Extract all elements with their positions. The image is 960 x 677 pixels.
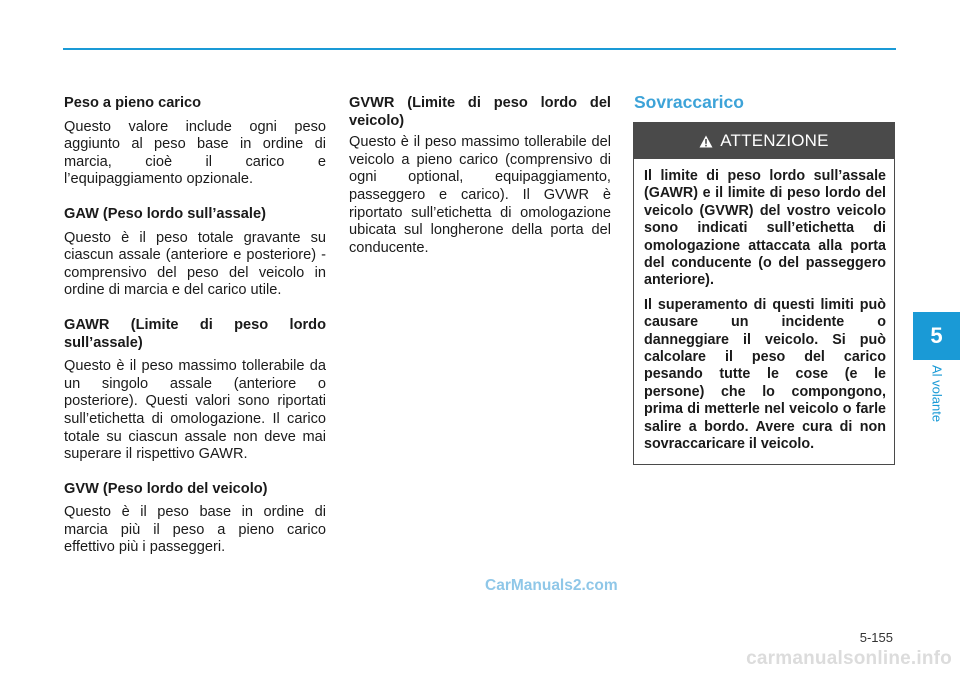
watermark: CarManuals2.com bbox=[485, 577, 618, 594]
warning-triangle-icon bbox=[699, 135, 713, 148]
chapter-tab: 5 bbox=[913, 312, 960, 360]
section-heading: GAW (Peso lordo sull’assale) bbox=[64, 205, 266, 222]
section-heading: Peso a pieno carico bbox=[64, 95, 202, 111]
middle-column bbox=[349, 95, 611, 274]
section-gvw bbox=[64, 481, 326, 557]
warning-body bbox=[634, 159, 894, 454]
warning-box bbox=[633, 122, 895, 465]
warning-header bbox=[634, 123, 894, 159]
chapter-label: Al volante bbox=[929, 365, 945, 423]
section-body: Questo è il peso totale gravante su ciascun assale (anteriore e posteriore) - comprensivo del peso del veicolo in ordine di marcia e del carico utile. bbox=[64, 229, 326, 299]
left-column bbox=[64, 95, 326, 574]
section-body: Questo è il peso base in ordine di marcia più il peso a pieno carico effettivo più i passeggeri. bbox=[64, 504, 326, 556]
warning-paragraph: Il superamento di questi limiti può causare un incidente o danneggiare il veicolo. Si può calcolare il peso del carico pesando tutte le cose (e le persone) che lo compongono, prima di metterle nel veicolo o farle salire a bordo. Avere cura di non sovraccaricare il veicolo. bbox=[644, 296, 886, 453]
page-number: 5-155 bbox=[859, 630, 893, 645]
section-body: Questo valore include ogni peso aggiunto al peso base in ordine di marcia, cioè il carico e l’equipaggiamento opzionale. bbox=[64, 118, 326, 188]
section-body: Questo è il peso massimo tollerabile del veicolo a pieno carico (comprensivo di ogni optional, equipaggiamento, passeggero e carico). Il GVWR è riportato sull’etichetta di omologazione ubicata sul longherone della porta del conducente. bbox=[349, 134, 611, 256]
section-peso-pieno-carico bbox=[64, 95, 326, 189]
section-body: Questo è il peso massimo tollerabile da un singolo assale (anteriore o posteriore). Questi valori sono riportati sull’etichetta di omologazione. Il carico totale su ciascun assale non deve mai superare il rispettivo GAWR. bbox=[64, 358, 326, 463]
section-heading: GVWR (Limite di peso lordo del veicolo) bbox=[349, 95, 611, 129]
section-gaw bbox=[64, 206, 326, 300]
warning-title: ATTENZIONE bbox=[720, 131, 829, 150]
warning-paragraph: Il limite di peso lordo sull’assale (GAWR) e il limite di peso lordo del veicolo (GVWR) del vostro veicolo sono indicati sull’etichetta di omologazione attaccata alla porta del conducente (o del passeggero anteriore). bbox=[644, 168, 886, 289]
footer-watermark: carmanualsonline.info bbox=[746, 648, 952, 669]
section-gvwr bbox=[349, 95, 611, 257]
section-title-sovraccarico: Sovraccarico bbox=[634, 92, 744, 112]
section-heading: GVW (Peso lordo del veicolo) bbox=[64, 480, 268, 497]
section-heading: GAWR (Limite di peso lordo sull’assale) bbox=[64, 316, 326, 351]
top-rule bbox=[63, 48, 896, 50]
section-gawr bbox=[64, 317, 326, 464]
